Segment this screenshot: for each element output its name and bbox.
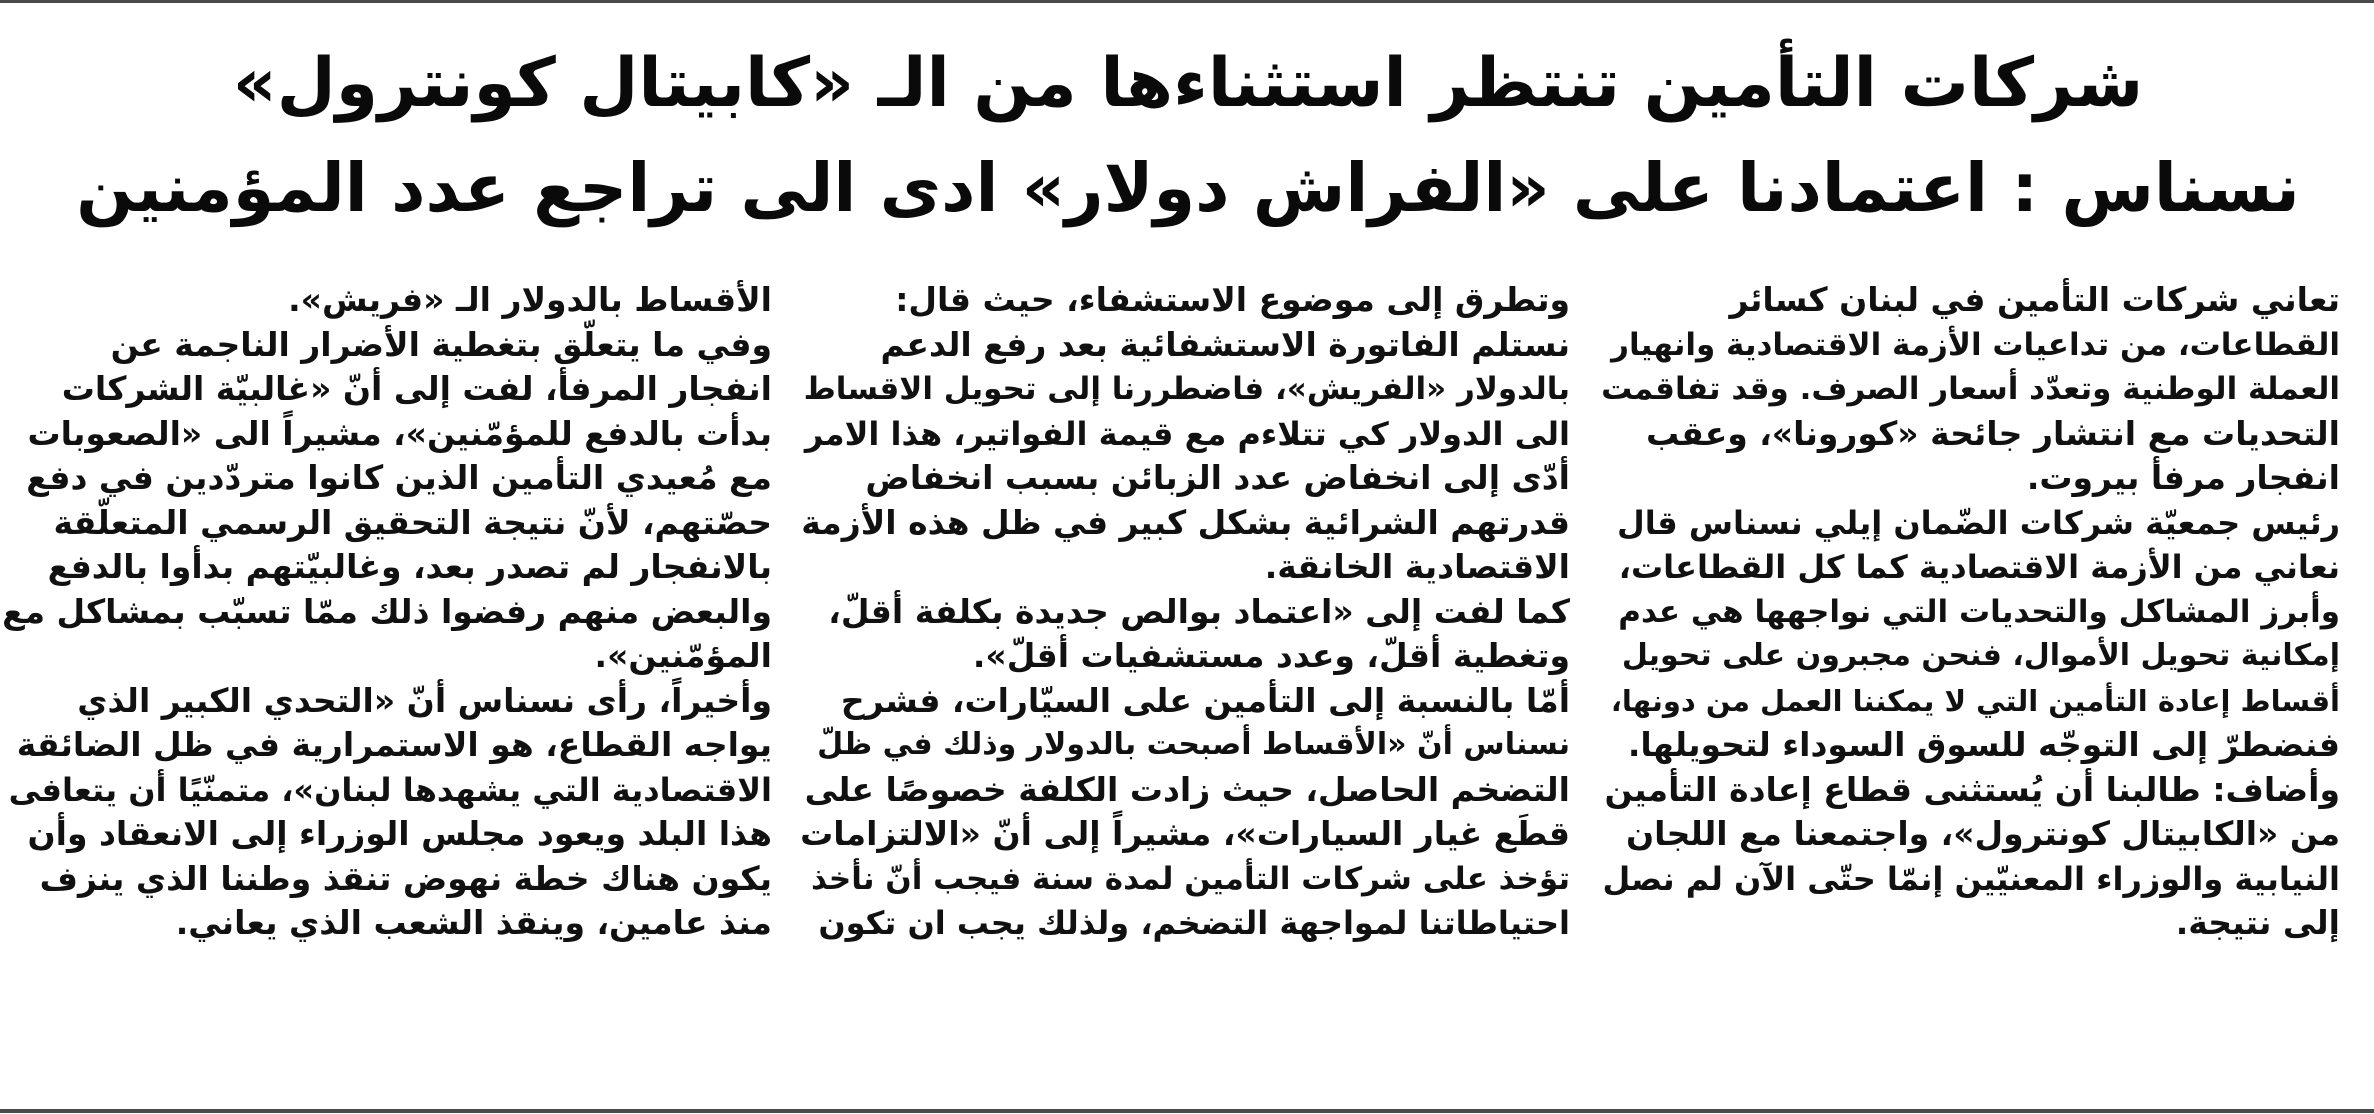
article-line: وتطرق إلى موضوع الاستشفاء، حيث قال: bbox=[895, 280, 1570, 319]
article-line: إلى نتيجة. bbox=[2175, 903, 2340, 942]
article-line: نستلم الفاتورة الاستشفائية بعد رفع الدعم bbox=[880, 324, 1570, 364]
article-line: الاقتصادية الخانقة. bbox=[1264, 547, 1570, 586]
headline-line-1: شركات التأمين تنتظر استثناءها من الـ «كابيتال كونترول» bbox=[232, 44, 2144, 123]
article-line: قطَع غيار السيارات»، مشيراً إلى أنّ «الالتزامات bbox=[800, 814, 1570, 853]
article-line: منذ عامين، وينقذ الشعب الذي يعاني. bbox=[175, 903, 772, 942]
article-line: تعاني شركات التأمين في لبنان كسائر bbox=[1729, 280, 2340, 319]
article-line: الأقساط بالدولار الـ «فريش». bbox=[288, 280, 772, 319]
article-line: هذا البلد ويعود مجلس الوزراء إلى الانعقاد وأن bbox=[27, 814, 772, 853]
article-line: انفجار المرفأ، لفت إلى أنّ «غالبيّة الشركات bbox=[61, 369, 772, 408]
article-line: إمكانية تحويل الأموال، فنحن مجبرون على تحويل bbox=[1621, 638, 2340, 673]
article-line: وأخيراً، رأى نسناس أنّ «التحدي الكبير الذي bbox=[77, 680, 772, 720]
article-line: وفي ما يتعلّق بتغطية الأضرار الناجمة عن bbox=[110, 324, 772, 364]
article-line: تؤخذ على شركات التأمين لمدة سنة فيجب أنّ نأخذ bbox=[810, 860, 1570, 897]
article-line: وأبرز المشاكل والتحديات التي نواجهها هي عدم bbox=[1618, 593, 2340, 630]
top-rule bbox=[0, 0, 2374, 3]
headline-line-2: نسناس : اعتمادنا على «الفراش دولار» ادى الى تراجع عدد المؤمنين bbox=[76, 149, 2300, 227]
article-line: انفجار مرفأ بيروت. bbox=[2026, 458, 2340, 497]
article-line: والبعض منهم رفضوا ذلك ممّا تسبّب بمشاكل مع bbox=[2, 591, 772, 631]
article-line: نعاني من الأزمة الاقتصادية كما كل القطاعات، bbox=[1618, 548, 2340, 586]
article-column-3 bbox=[2, 278, 772, 1078]
article-line: فنضطرّ إلى التوجّه للسوق السوداء لتحويلها. bbox=[1627, 725, 2340, 764]
article-line: الى الدولار كي تتلاءم مع قيمة الفواتير، هذا الامر bbox=[804, 414, 1570, 453]
article-line: أدّى إلى انخفاض عدد الزبائن بسبب انخفاض bbox=[865, 458, 1570, 497]
article-line: المؤمّنين». bbox=[594, 636, 772, 675]
article-line: أمّا بالنسبة إلى التأمين على السيّارات، فشرح bbox=[840, 680, 1570, 720]
article-line: حصّتهم، لأنّ نتيجة التحقيق الرسمي المتعلّقة bbox=[53, 502, 772, 542]
article-line: قدرتهم الشرائية بشكل كبير في ظل هذه الأزمة bbox=[801, 502, 1570, 542]
article-line: العملة الوطنية وتعدّد أسعار الصرف. وقد تفاقمت bbox=[1601, 371, 2340, 407]
article-line: وتغطية أقلّ، وعدد مستشفيات أقلّ». bbox=[972, 636, 1570, 675]
bottom-rule bbox=[0, 1109, 2374, 1113]
article-line: من «الكابيتال كونترول»، واجتمعنا مع اللجان bbox=[1626, 814, 2340, 853]
article-line: بالدولار «الفريش»، فاضطررنا إلى تحويل الاقساط bbox=[803, 371, 1570, 407]
article-line: النيابية والوزراء المعنيّين إنمّا حتّى الآن لم نصل bbox=[1602, 859, 2340, 898]
article-line: القطاعات، من تداعيات الأزمة الاقتصادية وانهيار bbox=[1611, 326, 2340, 363]
article-line: الاقتصادية التي يشهدها لبنان»، متمنّيًا أن يتعافى bbox=[8, 770, 772, 809]
article-line: رئيس جمعيّة شركات الضّمان إيلي نسناس قال bbox=[1616, 503, 2340, 542]
article-line: أقساط إعادة التأمين التي لا يمكننا العمل من دونها، bbox=[1610, 683, 2340, 718]
article-line: وأضاف: طالبنا أن يُستثنى قطاع إعادة التأمين bbox=[1604, 769, 2340, 809]
article-line: احتياطاتنا لمواجهة التضخم، ولذلك يجب ان تكون bbox=[818, 904, 1570, 942]
article-line: يكون هناك خطة نهوض تنقذ وطننا الذي ينزف bbox=[39, 858, 772, 898]
article-line: بالانفجار لم تصدر بعد، وغالبيّتهم بدأوا بالدفع bbox=[47, 547, 772, 586]
article-line: كما لفت إلى «اعتماد بوالص جديدة بكلفة أقلّ، bbox=[828, 591, 1570, 631]
article-line: التحديات مع انتشار جائحة «كورونا»، وعقب bbox=[1646, 413, 2340, 453]
article-column-2 bbox=[800, 278, 1570, 1078]
article-line: نسناس أنّ «الأقساط أصبحت بالدولار وذلك في ظلّ bbox=[817, 727, 1570, 762]
article-line: التضخم الحاصل، حيث زادت الكلفة خصوصًا على bbox=[804, 769, 1570, 809]
article-line: مع مُعيدي التأمين الذين كانوا متردّدين في دفع bbox=[26, 458, 772, 497]
article-line: يواجه القطاع، هو الاستمرارية في ظل الضائقة bbox=[16, 725, 772, 764]
article-line: بدأت بالدفع للمؤمّنين»، مشيراً الى «الصعوبات bbox=[27, 413, 772, 453]
article-column-1 bbox=[1600, 278, 2340, 1078]
